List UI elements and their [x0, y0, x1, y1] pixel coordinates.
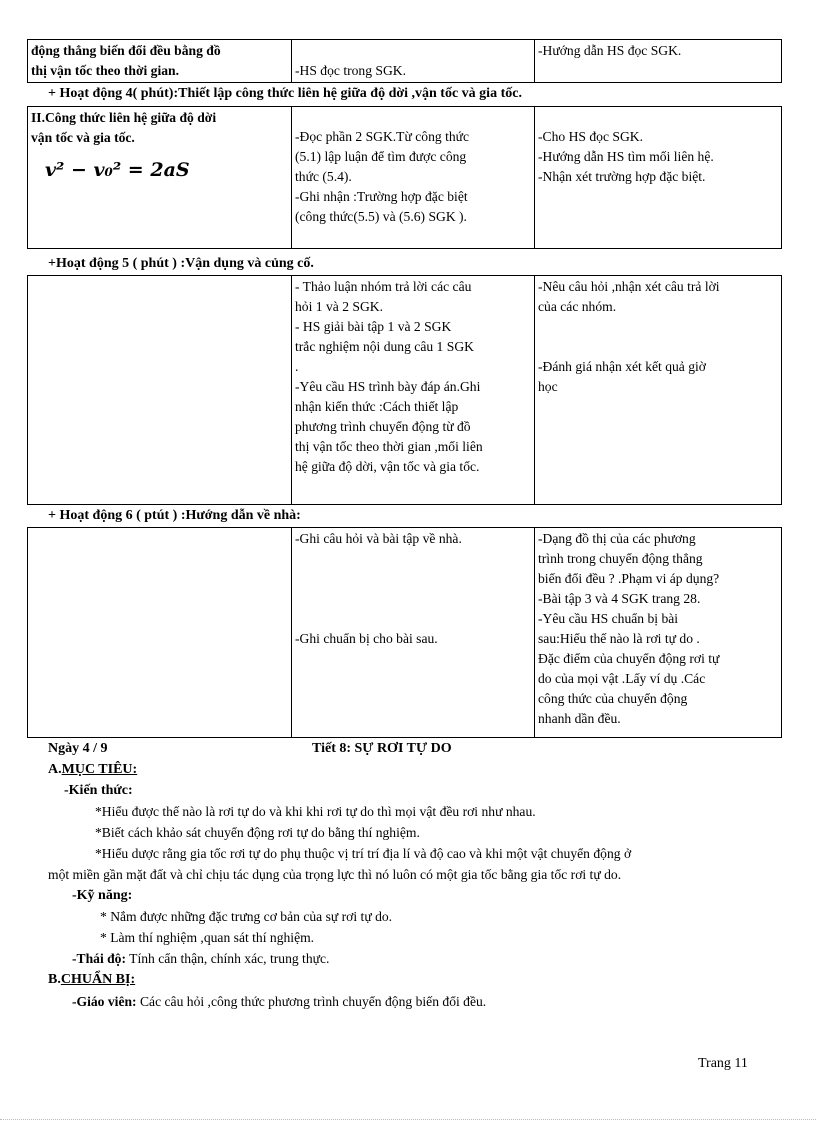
table-activity-5	[27, 275, 782, 505]
table2-col2: -Đọc phần 2 SGK.Từ công thức (5.1) lập luận để tìm được công thức (5.4). -Ghi nhận :Trường hợp đặc biệt (công thức(5.5) và (5.6) SGK ).	[292, 107, 535, 249]
activity-4-heading: + Hoạt động 4( phút):Thiết lập công thức liên hệ giữa độ dời ,vận tốc và gia tốc.	[48, 86, 522, 101]
table1-col2: -HS đọc trong SGK.	[292, 40, 535, 83]
activity-6-heading: + Hoạt động 6 ( ptút ) :Hướng dẫn về nhà:	[48, 508, 301, 523]
table1-col3: -Hướng dẫn HS đọc SGK.	[535, 40, 782, 83]
lesson-title: Tiết 8: SỰ RƠI TỰ DO	[312, 741, 452, 756]
lesson-date: Ngày 4 / 9	[48, 741, 108, 756]
table-activity-6	[27, 527, 782, 738]
activity-5-heading: +Hoạt động 5 ( phút ) :Vận dụng và củng cố.	[48, 256, 314, 271]
table4-col2: -Ghi câu hỏi và bài tập về nhà. -Ghi chuẩn bị cho bài sau.	[292, 528, 535, 738]
knowledge-item-2: *Biết cách khảo sát chuyển động rơi tự do bằng thí nghiệm.	[95, 825, 420, 840]
teacher-prep: -Giáo viên: Các câu hỏi ,công thức phương trình chuyển động biến đổi đều.	[72, 994, 487, 1009]
skill-item-1: * Nắm được những đặc trưng cơ bản của sự rơi tự do.	[100, 909, 393, 924]
table2-col3: -Cho HS đọc SGK. -Hướng dẫn HS tìm mối liên hệ. -Nhận xét trường hợp đặc biệt.	[535, 107, 782, 249]
skill-item-2: * Làm thí nghiệm ,quan sát thí nghiệm.	[100, 930, 315, 945]
skills-label: -Kỹ năng:	[72, 888, 133, 903]
page-number: Trang 11	[698, 1056, 748, 1071]
table-activity-3-end	[27, 39, 782, 83]
knowledge-label: -Kiến thức:	[64, 783, 133, 798]
table3-col1	[28, 276, 292, 505]
knowledge-item-3a: *Hiểu dược rằng gia tốc rơi tự do phụ thuộc vị trí trí địa lí và độ cao và khi một vật chuyển động ở	[95, 846, 632, 861]
formula: v² − v₀² = 2aS	[45, 159, 190, 181]
knowledge-item-3b: một miền gần mặt đất và chỉ chịu tác dụng của trọng lực thì nó luôn có một gia tốc bằng gia tốc rơi tự do.	[48, 867, 622, 882]
table2-col1: II.Công thức liên hệ giữa độ dời vận tốc và gia tốc. v² − v₀² = 2aS	[28, 107, 292, 249]
table3-col3: -Nêu câu hỏi ,nhận xét câu trả lời của các nhóm. -Đánh giá nhận xét kết quả giờ học	[535, 276, 782, 505]
knowledge-item-1: *Hiểu được thế nào là rơi tự do và khi khi rơi tự do thì mọi vật đều rơi như nhau.	[95, 804, 536, 819]
section-a-heading: A.MỤC TIÊU:	[48, 762, 138, 777]
table1-col1: động thẳng biến đổi đều bằng đồ thị vận tốc theo thời gian.	[28, 40, 292, 83]
table-activity-4	[27, 106, 782, 249]
attitude: -Thái độ: Tính cẩn thận, chính xác, trung thực.	[72, 951, 330, 966]
table3-col2: - Thảo luận nhóm trả lời các câu hỏi 1 và 2 SGK. - HS giải bài tập 1 và 2 SGK trắc nghiệm nội dung câu 1 SGK . -Yêu cầu HS trình bày đáp án.Ghi nhận kiến thức :Cách thiết lập phương trình chuyển động từ đồ thị vận tốc theo thời gian ,mối liên hệ giữa độ dời, vận tốc và gia tốc.	[292, 276, 535, 505]
table4-col3: -Dạng đồ thị của các phương trình trong chuyển động thẳng biến đổi đều ? .Phạm vi áp dụng? -Bài tập 3 và 4 SGK trang 28. -Yêu cầu HS chuẩn bị bài sau:Hiểu thế nào là rơi tự do . Đặc điểm của chuyển động rơi tự do của mọi vật .Lấy ví dụ .Các công thức của chuyển động nhanh dần đều.	[535, 528, 782, 738]
page-bottom-border	[0, 1119, 816, 1120]
section-b-heading: B.CHUẨN BỊ:	[48, 972, 136, 987]
table4-col1	[28, 528, 292, 738]
